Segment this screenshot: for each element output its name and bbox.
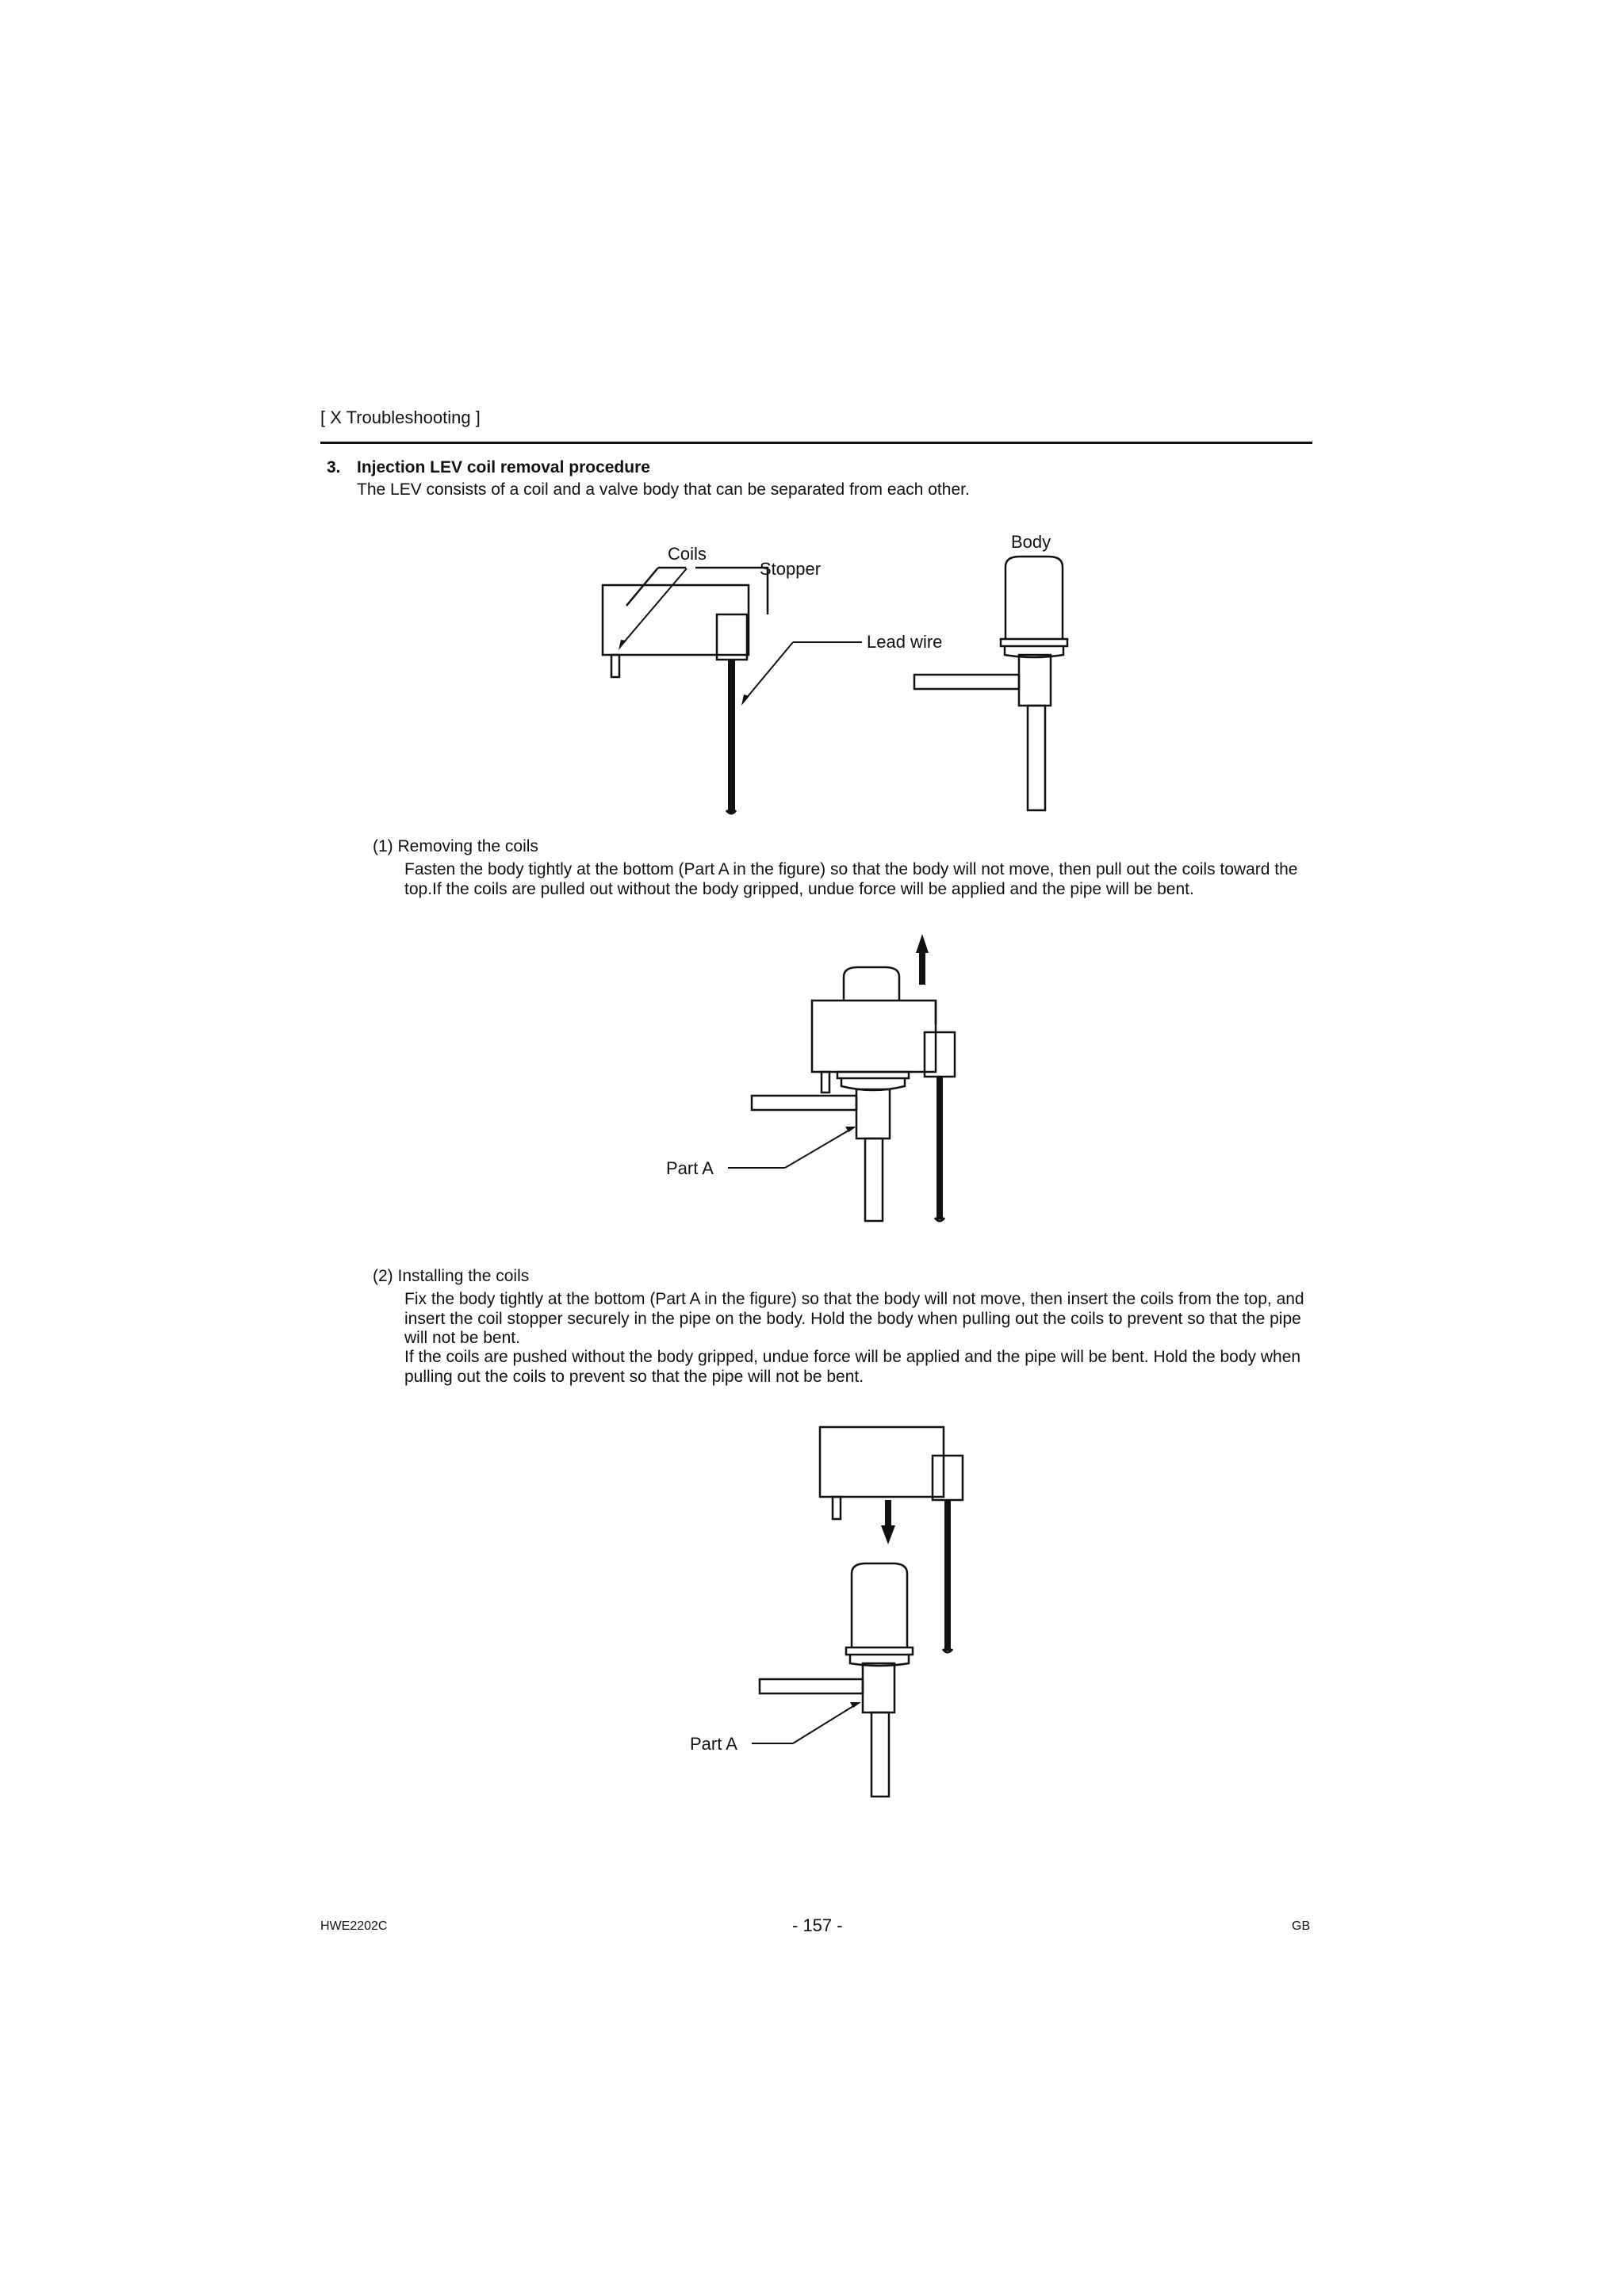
arrow-up — [916, 934, 929, 985]
section-number: 3. — [327, 458, 341, 476]
side-pipe — [760, 1679, 863, 1693]
side-pipe — [752, 1096, 856, 1110]
lead-wire-label: Lead wire — [867, 632, 943, 652]
page-header: [ X Troubleshooting ] — [320, 408, 481, 427]
stopper — [717, 614, 747, 660]
figure-installing-coils — [650, 1411, 999, 1823]
step2-heading: (2) Installing the coils — [373, 1267, 530, 1285]
figure-lev-parts — [587, 523, 1094, 840]
step2-text2: If the coils are pushed without the body gripped, undue force will be applied and the pipe will be bent. Hold the body when pulling out the coils to prevent so that the pipe will not be bent. — [404, 1348, 1301, 1386]
coil-housing — [603, 585, 749, 655]
coil-terminal — [822, 1072, 829, 1093]
body-label: Body — [1011, 532, 1051, 552]
header-divider — [320, 442, 1312, 444]
page-number: - 157 - — [792, 1915, 843, 1935]
coil-terminal — [611, 655, 619, 677]
step1-heading: (1) Removing the coils — [373, 837, 538, 855]
stopper — [933, 1456, 963, 1500]
doc-code: HWE2202C — [320, 1919, 388, 1933]
side-pipe — [914, 675, 1019, 689]
coil-housing — [820, 1427, 944, 1497]
coils-label: Coils — [668, 544, 707, 564]
coil-terminal — [833, 1497, 841, 1519]
lead-wire — [944, 1500, 951, 1651]
bottom-pipe — [871, 1712, 889, 1797]
valve-body-neck — [1019, 655, 1051, 706]
section-intro: The LEV consists of a coil and a valve body that can be separated from each other. — [357, 480, 970, 499]
coils-leader — [623, 568, 687, 643]
stopper — [925, 1032, 955, 1077]
step1-text: Fasten the body tightly at the bottom (Part A in the figure) so that the body will not move, then pull out the coils toward the top.If the coils are pulled out without the body gripped, undue force will be applied and the pipe will be bent. — [404, 860, 1298, 898]
body-dome-top — [844, 967, 899, 1001]
valve-body-neck — [856, 1089, 890, 1138]
valve-body-dome — [852, 1563, 907, 1647]
lead-wire — [728, 660, 735, 813]
step2-text1: Fix the body tightly at the bottom (Part A in the figure) so that the body will not move, then insert the coils from the top, and insert the coil stopper securely in the pipe on the body. Hold the body when pulling out the coils to prevent so that the pipe will not be bent. — [404, 1290, 1304, 1347]
figure-removing-coils — [634, 928, 999, 1237]
arrow-down — [881, 1500, 895, 1544]
part-a-label: Part A — [666, 1158, 714, 1178]
valve-body-neck — [863, 1663, 894, 1712]
bottom-pipe — [1028, 706, 1045, 810]
stopper-label: Stopper — [760, 559, 822, 579]
valve-body-dome — [1005, 557, 1063, 639]
region-code: GB — [1292, 1919, 1311, 1933]
lead-wire — [936, 1077, 943, 1219]
coil-housing — [812, 1001, 936, 1072]
part-a-label: Part A — [690, 1734, 737, 1754]
bottom-pipe — [865, 1138, 883, 1221]
section-title: Injection LEV coil removal procedure — [357, 458, 650, 476]
